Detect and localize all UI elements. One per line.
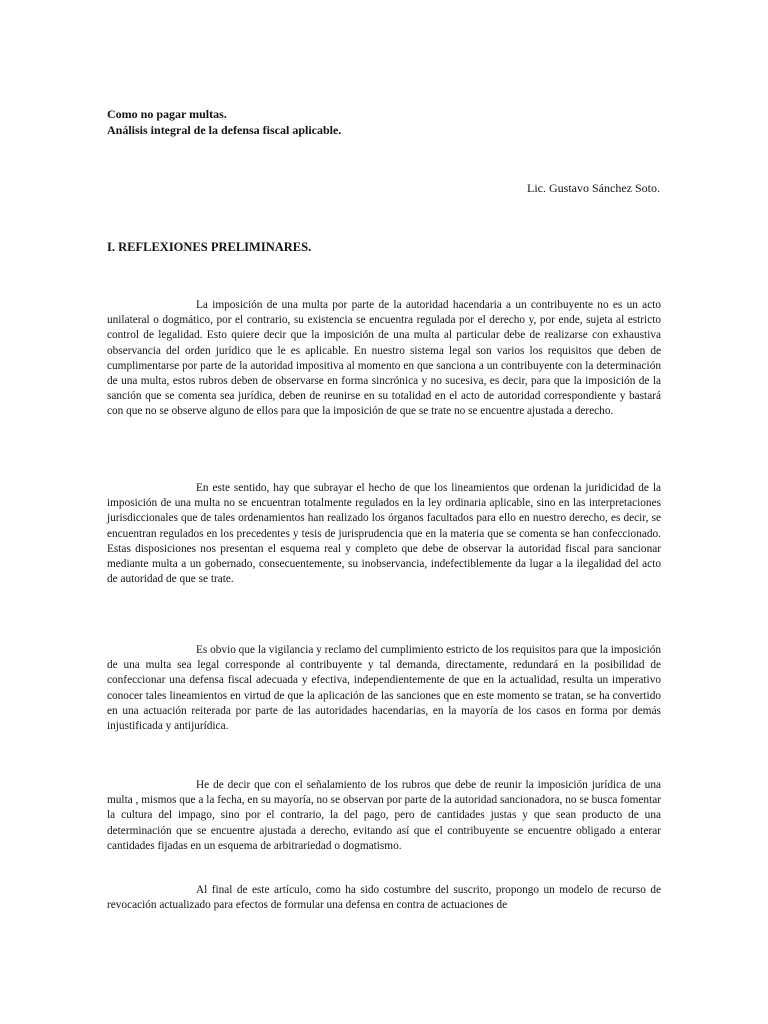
document-title (107, 106, 341, 138)
author-name: Lic. Gustavo Sánchez Soto. (527, 181, 660, 195)
paragraph-3: Es obvio que la vigilancia y reclamo del cumplimiento estricto de los requisitos para que la imposición de una multa sea legal corresponde al contribuyente y tal demanda, directamente, redundará en la posibilidad de confeccionar una defensa fiscal adecuada y efectiva, independientemente de que en la actualidad, resulta un imperativo conocer tales lineamientos en virtud de que la aplicación de las sanciones que en este momento se tratan, se ha convertido en una actuación reiterada por parte de las autoridades hacendarias, en la mayoría de los casos en forma por demás injustificada y antijurídica. (107, 644, 661, 733)
section-heading: I. REFLEXIONES PRELIMINARES. (107, 240, 312, 254)
paragraph-5: Al final de este artículo, como ha sido costumbre del suscrito, propongo un modelo de recurso de revocación actualizado para efectos de formular una defensa en contra de actuaciones de (107, 884, 661, 912)
title-line-2: Análisis integral de la defensa fiscal aplicable. (107, 123, 342, 137)
paragraph-2: En este sentido, hay que subrayar el hecho de que los lineamientos que ordenan la juridicidad de la imposición de una multa no se encuentran totalmente regulados en la ley ordinaria aplicable, sino en las interpretaciones jurisdiccionales que de tales ordenamientos han realizado los órganos facultados para ello en nuestro derecho, es decir, se encuentran regulados en los precedentes y tesis de jurisprudencia que en la materia que se comenta se han confeccionado. Estas disposiciones nos presentan el esquema real y completo que debe de observar la autoridad fiscal para sancionar mediante multa a un gobernado, consecuentemente, su inobservancia, indefectiblemente da lugar a la ilegalidad del acto de autoridad de que se trate. (107, 482, 661, 586)
paragraph-4: He de decir que con el señalamiento de los rubros que debe de reunir la imposición jurídica de una multa , mismos que a la fecha, en su mayoría, no se observan por parte de la autoridad sancionadora, no se busca fomentar la cultura del impago, sino por el contrario, la del pago, pero de cantidades justas y que sean producto de una determinación que se encuentre ajustada a derecho, evitando así que el contribuyente se encuentre obligado a enterar cantidades fijadas en un esquema de arbitrariedad o dogmatismo. (107, 779, 661, 852)
title-line-1: Como no pagar multas. (107, 107, 227, 121)
paragraph-1: La imposición de una multa por parte de la autoridad hacendaria a un contribuyente no es un acto unilateral o dogmático, por el contrario, su existencia se encuentra regulada por el derecho y, por ende, sujeta al estricto control de legalidad. Esto quiere decir que la imposición de una multa al particular debe de realizarse con exhaustiva observancia del orden jurídico que le es aplicable. En nuestro sistema legal son varios los requisitos que deben de cumplimentarse por parte de la autoridad impositiva al momento en que sanciona a un contribuyente con la determinación de una multa, estos rubros deben de observarse en forma sincrónica y no sucesiva, es decir, para que la imposición de la sanción que se comenta sea jurídica, deben de reunirse en su totalidad en el acto de autoridad correspondiente y bastará con que no se observe alguno de ellos para que la imposición de que se trate no se encuentre ajustada a derecho. (107, 299, 661, 418)
